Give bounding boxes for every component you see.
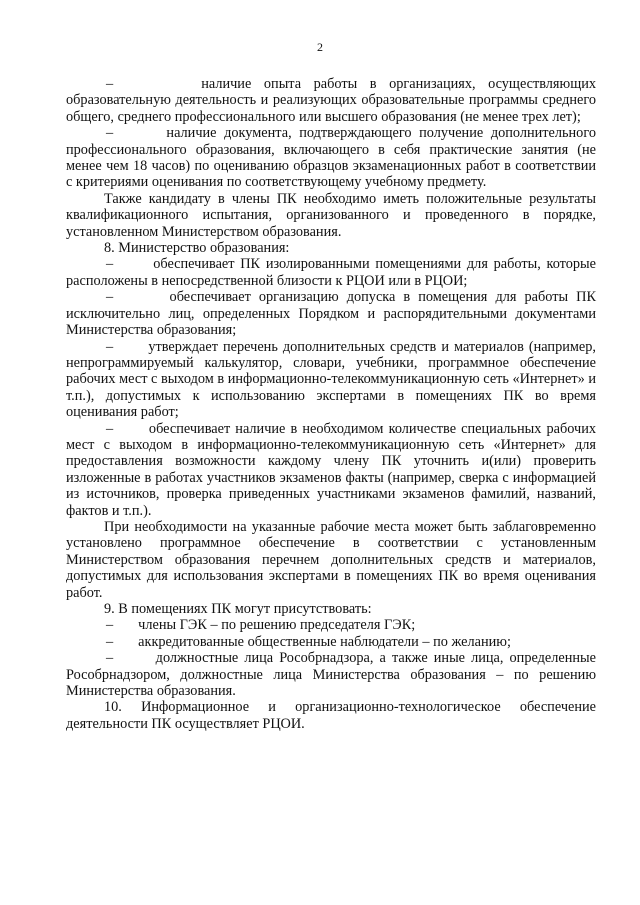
paragraph-additional-education: – наличие документа, подтверждающего получение дополнительного профессионального образования, включающего в себя практические занятия (не менее чем 18 часов) по оцениванию образцов экзаменационных работ в соответствии с критериями оценивания по соответствующему учебному предмету.: [66, 125, 596, 191]
paragraph-observers: – аккредитованные общественные наблюдатели – по желанию;: [106, 633, 511, 650]
paragraph-section-10: 10. Информационное и организационно-технологическое обеспечение деятельности ПК осуществляет РЦОИ.: [66, 699, 596, 732]
paragraph-officials: – должностные лица Рособрнадзора, а также иные лица, определенные Рособрнадзором, должностные лица Министерства образования – по решению Министерства образования.: [66, 650, 596, 700]
paragraph-approved-materials: – утверждает перечень дополнительных средств и материалов (например, непрограммируемый калькулятор, словари, учебники, программное обеспечение рабочих мест с выходом в информационно-телекоммуникационную сеть «Интернет» и т.п.), допустимых к использованию экспертами в помещениях ПК во время оценивания работ;: [66, 338, 596, 421]
paragraph-section-9-heading: 9. В помещениях ПК могут присутствовать:: [104, 601, 372, 617]
paragraph-qualification-test: Также кандидату в члены ПК необходимо иметь положительные результаты квалификационного испытания, организованного и проведенного в порядке, установленном Министерством образования.: [66, 190, 596, 240]
page-number: 2: [317, 40, 323, 54]
paragraph-software-installation: При необходимости на указанные рабочие места может быть заблаговременно установлено программное обеспечение в соответствии с установленным Министерством образования перечнем дополнительных средств и материалов, допустимых для использования экспертами в помещениях ПК во время оценивания работ.: [66, 518, 596, 601]
paragraph-section-8-heading: 8. Министерство образования:: [104, 240, 290, 257]
document-body: [66, 76, 596, 732]
paragraph-gek-members: – члены ГЭК – по решению председателя ГЭК;: [106, 617, 416, 634]
paragraph-work-experience: – наличие опыта работы в организациях, осуществляющих образовательную деятельность и реализующих образовательные программы среднего общего, среднего профессионального или высшего образования (не менее трех лет);: [66, 76, 596, 125]
paragraph-internet-workplaces: – обеспечивает наличие в необходимом количестве специальных рабочих мест с выходом в информационно-телекоммуникационную сеть «Интернет» для предоставления возможности каждому члену ПК уточнить и(или) проверить изложенные в работах участников экзаменов факты (например, сверка с информацией из источников, проверка приведенных участниками экзаменов фамилий, названий, фактов и т.п.).: [66, 420, 596, 519]
paragraph-isolated-rooms: – обеспечивает ПК изолированными помещениями для работы, которые расположены в непосредственной близости к РЦОИ или в РЦОИ;: [66, 256, 596, 289]
paragraph-access-organization: – обеспечивает организацию допуска в помещения для работы ПК исключительно лиц, определенных Порядком и распорядительными документами Министерства образования;: [66, 289, 596, 339]
